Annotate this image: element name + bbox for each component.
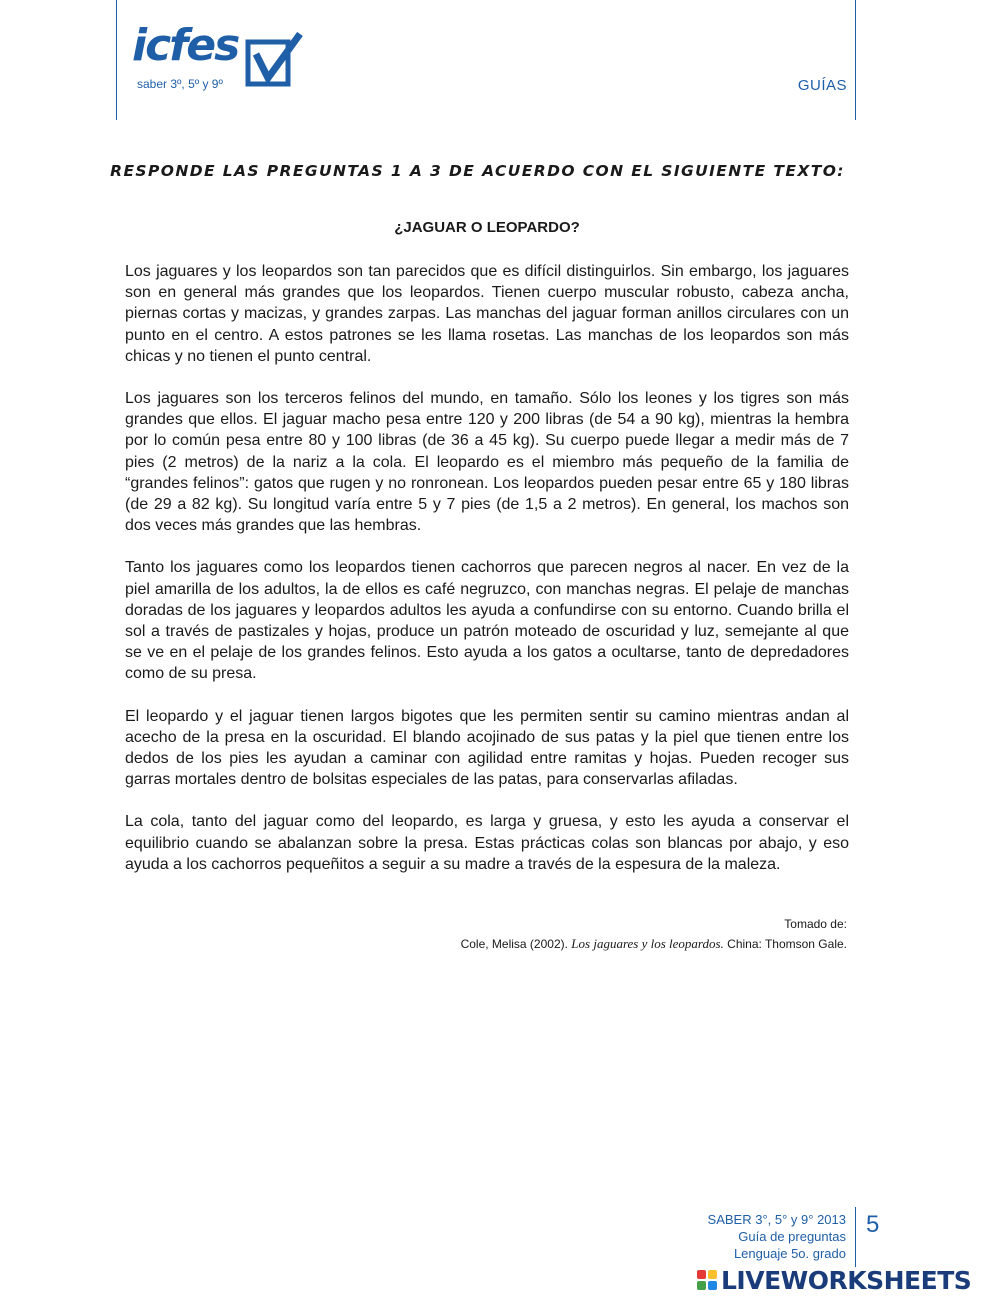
- footer-line-exam: SABER 3°, 5° y 9° 2013: [707, 1212, 846, 1227]
- logo-wordmark: icfes: [132, 20, 239, 71]
- source-reference: [461, 934, 847, 954]
- paragraph: Los jaguares y los leopardos son tan parecidos que es difícil distinguirlos. Sin embargo, los jaguares son en general más grandes que los leopardos. Tienen cuerpo muscular robusto, cabeza ancha, piernas cortas y macizas, y grandes zarpas. Las manchas del jaguar forman anillos circulares con un punto en el centro. A estos patrones se les llama rosetas. Las manchas de los leopardos son más chicas y no tienen el punto central.: [125, 263, 849, 365]
- footer-info: [708, 1211, 846, 1262]
- source-publisher: China: Thomson Gale.: [723, 937, 847, 951]
- header-left-rule: [116, 0, 117, 120]
- watermark-text: LIVEWORKSHEETS: [721, 1265, 972, 1295]
- liveworksheets-watermark: [697, 1265, 971, 1295]
- source-citation: [461, 914, 847, 954]
- logo-subtitle: saber 3º, 5º y 9º: [137, 77, 223, 91]
- paragraph: Los jaguares son los terceros felinos del mundo, en tamaño. Sólo los leones y los tigres son más grandes que ellos. El jaguar macho pesa entre 120 y 200 libras (de 54 a 90 kg), mientras la hembra por lo común pesa entre 80 y 100 libras (de 36 a 45 kg). Su cuerpo puede llegar a medir más de 7 pies (2 metros) de la nariz a la cola. El leopardo es el miembro más pequeño de la familia de “grandes felinos”: gatos que rugen y no ronronean. Los leopardos pueden pesar entre 65 y 180 libras (de 29 a 82 kg). Su longitud varía entre 5 y 7 pies (de 1,5 a 2 metros). En general, los machos son dos veces más grandes que las hembras.: [125, 390, 849, 535]
- header-right-rule: [855, 0, 856, 120]
- paragraph: El leopardo y el jaguar tienen largos bigotes que les permiten sentir su camino mientras andan al acecho de la presa en la oscuridad. El blando acojinado de sus patas y la piel que tienen entre los dedos de los pies les ayudan a caminar con agilidad entre ramitas y hojas. Pueden recoger sus garras mortales dentro de bolsitas especiales de las patas, para conservarlas afiladas.: [125, 707, 849, 789]
- article-title: ¿JAGUAR O LEOPARDO?: [394, 219, 580, 236]
- article-body: [125, 261, 849, 896]
- footer-line-guide: Guía de preguntas: [738, 1229, 846, 1244]
- source-book-title: Los jaguares y los leopardos.: [571, 936, 724, 951]
- liveworksheets-logo-icon: [697, 1270, 717, 1290]
- checkmark-icon: [244, 32, 304, 88]
- source-label: Tomado de:: [784, 917, 847, 931]
- footer-rule: [855, 1207, 856, 1267]
- source-author: Cole, Melisa (2002).: [460, 937, 572, 951]
- paragraph: La cola, tanto del jaguar como del leopardo, es larga y gruesa, y esto les ayuda a conservar el equilibrio cuando se abalanzan sobre la presa. Estas prácticas colas son blancas por abajo, y eso ayuda a los cachorros pequeñitos a seguir a su madre a través de la espesura de la maleza.: [125, 813, 849, 873]
- icfes-logo: [132, 20, 307, 98]
- page-number: 5: [866, 1211, 880, 1238]
- footer-line-grade: Lenguaje 5o. grado: [733, 1246, 846, 1261]
- paragraph: Tanto los jaguares como los leopardos tienen cachorros que parecen negros al nacer. En vez de la piel amarilla de los adultos, la de ellos es café negruzco, con manchas negras. El pelaje de manchas doradas de los jaguares y leopardos adultos les ayuda a confundirse con su entorno. Cuando brilla el sol a través de pastizales y hojas, produce un patrón moteado de oscuridad y luz, semejante al que se ve en el pelaje de los grandes felinos. Esto ayuda a los gatos a ocultarse, tanto de depredadores como de su presa.: [125, 559, 849, 683]
- instruction-heading: RESPONDE LAS PREGUNTAS 1 A 3 DE ACUERDO CON EL SIGUIENTE TEXTO:: [110, 162, 845, 180]
- section-label: GUÍAS: [797, 77, 847, 94]
